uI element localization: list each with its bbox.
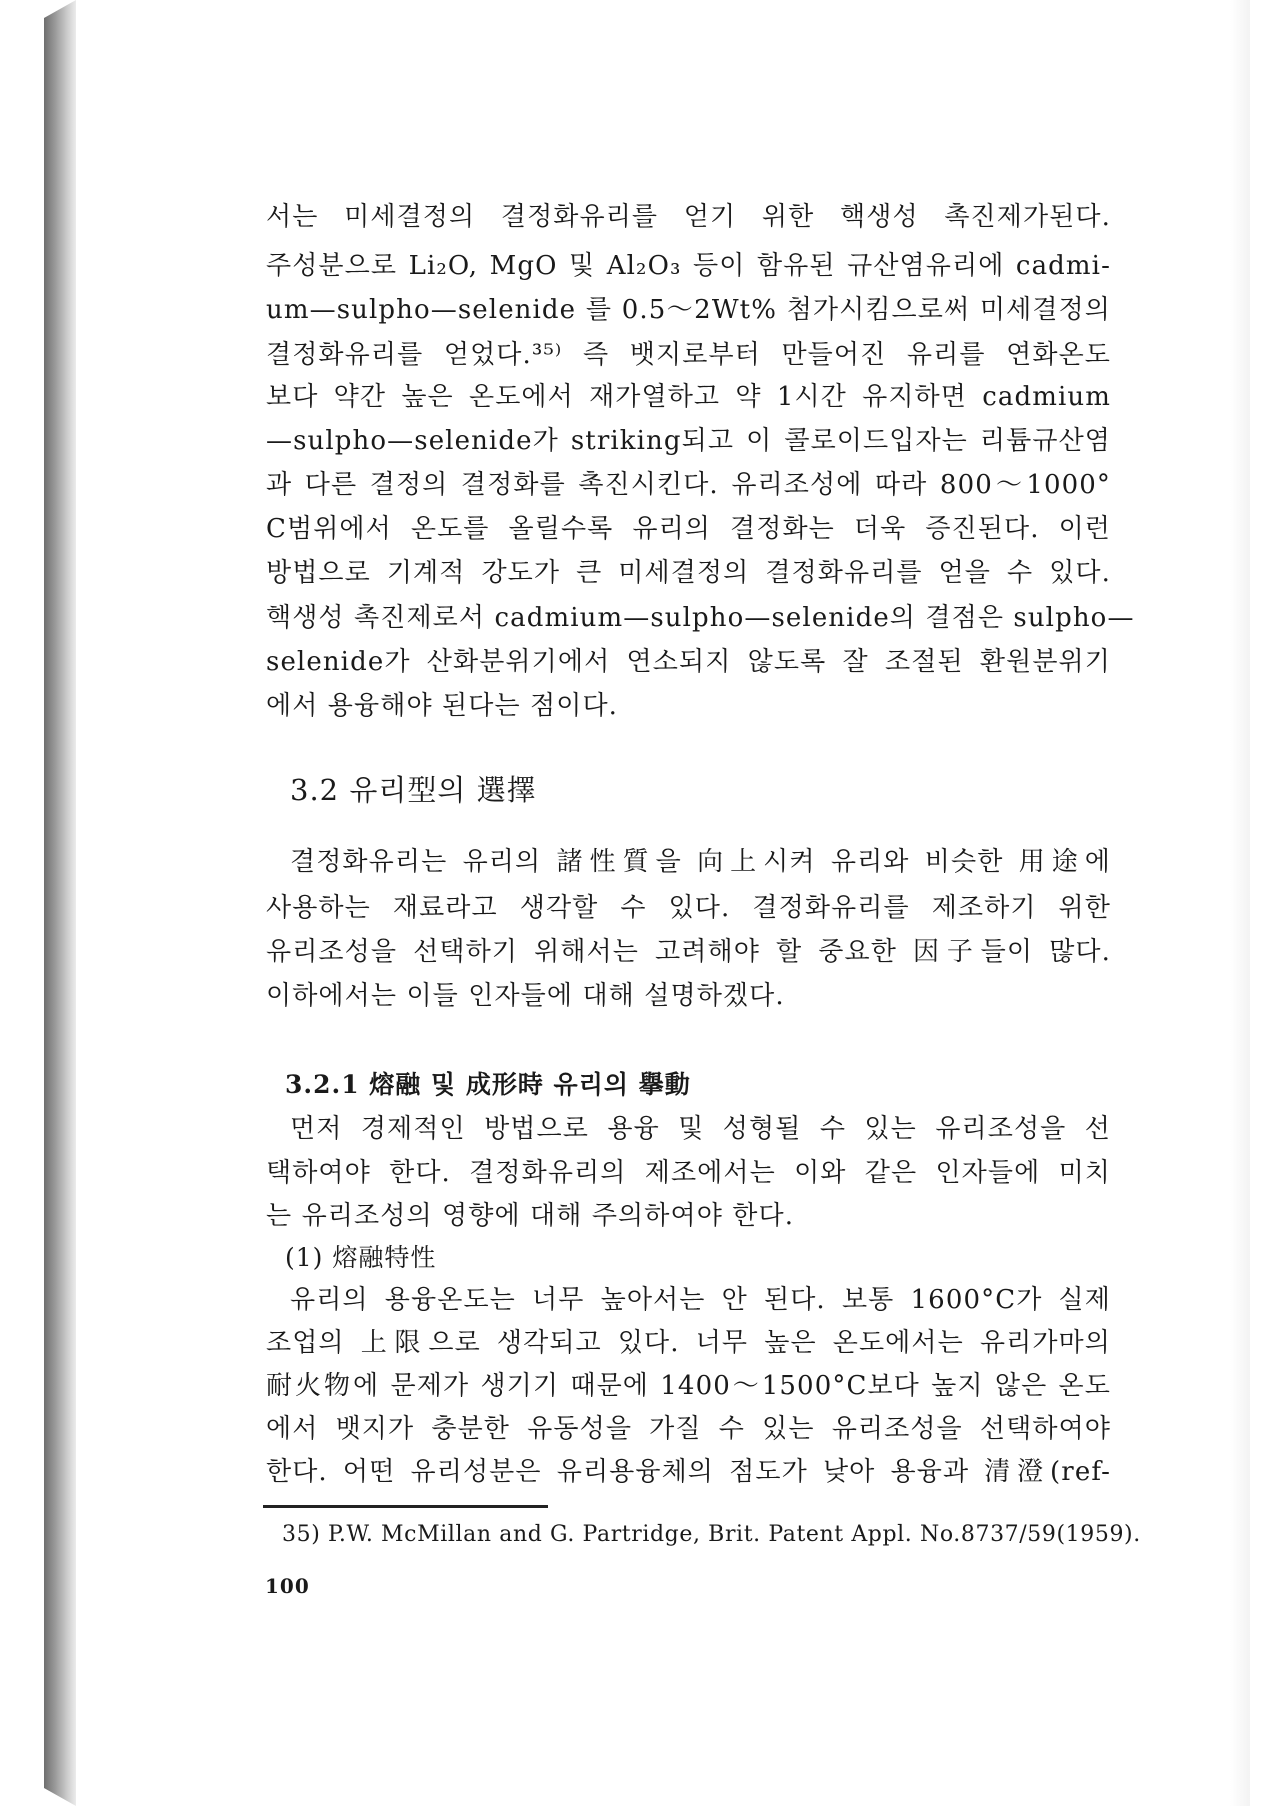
text-line: 핵생성 촉진제로서 cadmium—sulpho—selenide의 결점은 sulpho— (266, 603, 1135, 633)
page-edge-bottom (44, 1788, 76, 1806)
footnote: 35) P.W. McMillan and G. Partridge, Brit. Patent Appl. No.8737/59(1959). (282, 1522, 1141, 1547)
text-line: 한다. 어떤 유리성분은 유리용융체의 점도가 낮아 용융과 清澄(ref- (266, 1457, 1111, 1487)
page-edge-fold (44, 0, 76, 18)
text-line: —sulpho—selenide가 striking되고 이 콜로이드입자는 리튬규산염 (266, 426, 1111, 456)
page-number: 100 (265, 1574, 310, 1598)
text-line: um—sulpho—selenide 를 0.5～2Wt% 첨가시킴으로써 미세결정의 (266, 295, 1111, 325)
text-line: 조업의 上限으로 생각되고 있다. 너무 높은 온도에서는 유리가마의 (266, 1328, 1111, 1358)
text-line: selenide가 산화분위기에서 연소되지 않도록 잘 조절된 환원분위기 (266, 647, 1111, 677)
section-heading-3-2: 3.2 유리型의 選擇 (290, 773, 537, 807)
text-line: 에서 뱃지가 충분한 유동성을 가질 수 있는 유리조성을 선택하여야 (266, 1414, 1111, 1444)
text-line: 보다 약간 높은 온도에서 재가열하고 약 1시간 유지하면 cadmium (266, 382, 1111, 412)
text-line: C범위에서 온도를 올릴수록 유리의 결정화는 더욱 증진된다. 이런 (266, 514, 1111, 544)
text-line: 택하여야 한다. 결정화유리의 제조에서는 이와 같은 인자들에 미치 (266, 1158, 1111, 1188)
text-line: 주성분으로 Li₂O, MgO 및 Al₂O₃ 등이 함유된 규산염유리에 cadmi- (266, 251, 1111, 281)
page-right-edge (1230, 0, 1250, 1806)
page-shadow (44, 0, 76, 1806)
text-line: 서는 미세결정의 결정화유리를 얻기 위한 핵생성 촉진제가된다. (266, 202, 1111, 232)
text-line: 과 다른 결정의 결정화를 촉진시킨다. 유리조성에 따라 800～1000° (266, 470, 1111, 500)
text-line: 유리조성을 선택하기 위해서는 고려해야 할 중요한 因子들이 많다. (266, 937, 1111, 967)
item-heading-1: (1) 熔融特性 (285, 1243, 437, 1272)
footnote-rule (263, 1505, 548, 1508)
text-line: 먼저 경제적인 방법으로 용융 및 성형될 수 있는 유리조성을 선 (290, 1114, 1111, 1144)
text-line: 결정화유리는 유리의 諸性質을 向上시켜 유리와 비슷한 用途에 (290, 847, 1111, 877)
section-heading-3-2-1: 3.2.1 熔融 및 成形時 유리의 擧動 (285, 1070, 691, 1099)
text-line: 유리의 용융온도는 너무 높아서는 안 된다. 보통 1600°C가 실제 (290, 1285, 1111, 1315)
text-line: 耐火物에 문제가 생기기 때문에 1400～1500°C보다 높지 않은 온도 (266, 1371, 1111, 1401)
text-line: 사용하는 재료라고 생각할 수 있다. 결정화유리를 제조하기 위한 (266, 893, 1111, 923)
text-line: 방법으로 기계적 강도가 큰 미세결정의 결정화유리를 얻을 수 있다. (266, 558, 1111, 588)
text-line: 에서 용융해야 된다는 점이다. (266, 691, 619, 721)
text-line: 는 유리조성의 영향에 대해 주의하여야 한다. (266, 1201, 795, 1231)
text-line: 결정화유리를 얻었다.³⁵⁾ 즉 뱃지로부터 만들어진 유리를 연화온도 (266, 340, 1111, 370)
text-line: 이하에서는 이들 인자들에 대해 설명하겠다. (266, 981, 785, 1011)
